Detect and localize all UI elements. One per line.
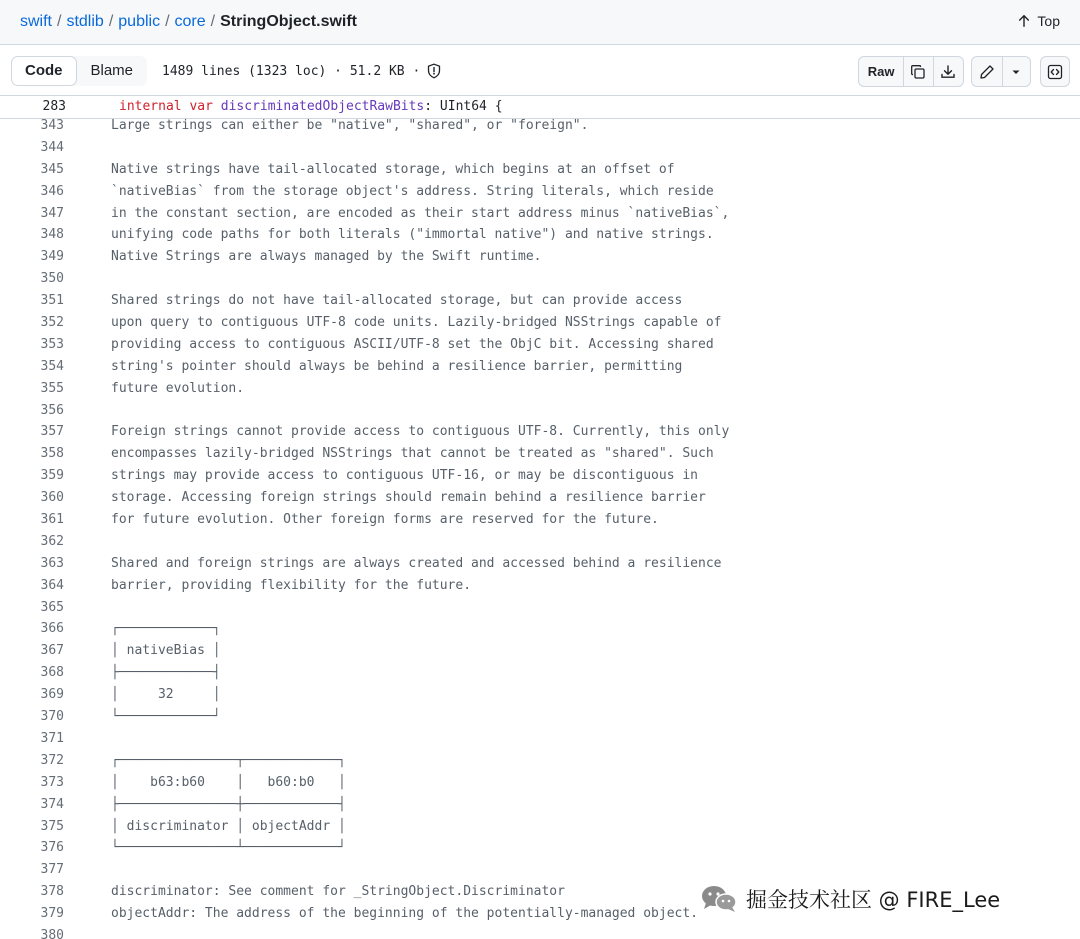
keyword: internal [119,99,182,114]
code-line [0,531,1080,553]
breadcrumb-item-swift[interactable]: swift [20,13,52,30]
code-line [0,115,1080,137]
code-line-content: barrier, providing flexibility for the future. [111,577,472,593]
code-view [0,115,1080,939]
copy-icon [910,64,926,80]
code-line [0,509,1080,531]
code-line [0,421,1080,443]
line-number[interactable]: 363 [40,555,64,571]
top-button-label: Top [1037,13,1060,29]
code-line [0,750,1080,772]
line-number[interactable]: 360 [40,490,64,506]
code-line-content: Foreign strings cannot provide access to contiguous UTF-8. Currently, this only [111,424,730,440]
caret-down-icon [1008,64,1024,80]
code-line-content: │ discriminator │ objectAddr │ [111,818,346,834]
code-line-content: │ b63:b60 │ b60:b0 │ [111,774,346,790]
edit-actions-group [971,56,1031,87]
code-line-content: for future evolution. Other foreign forms are reserved for the future. [111,512,659,528]
code-line [0,378,1080,400]
code-line-content: │ nativeBias │ [111,643,221,659]
download-button[interactable] [934,57,963,86]
top-button[interactable] [1017,13,1060,29]
code-line [0,925,1080,939]
line-number[interactable]: 353 [40,336,64,352]
line-number[interactable]: 373 [40,774,64,790]
code-line [0,684,1080,706]
line-number[interactable]: 356 [40,402,64,418]
code-line [0,356,1080,378]
code-line [0,706,1080,728]
code-line-content: storage. Accessing foreign strings should remain behind a resilience barrier [111,490,706,506]
line-number[interactable]: 369 [40,687,64,703]
code-line-content: Native Strings are always managed by the Swift runtime. [111,249,542,265]
code-line [0,837,1080,859]
line-number[interactable]: 354 [40,358,64,374]
code-line [0,400,1080,422]
line-number[interactable]: 376 [40,840,64,856]
code-line [0,312,1080,334]
breadcrumb-separator: / [108,13,114,30]
line-number[interactable]: 346 [40,183,64,199]
type-annotation: : UInt64 { [424,99,503,114]
code-line-content: upon query to contiguous UTF-8 code units. Lazily-bridged NSStrings capable of [111,315,722,331]
line-number[interactable]: 378 [40,884,64,900]
code-line-content: in the constant section, are encoded as their start address minus `nativeBias`, [111,205,730,221]
more-edit-options-button[interactable] [1003,57,1030,86]
line-number[interactable]: 358 [40,446,64,462]
raw-actions-group [858,56,964,87]
edit-button[interactable] [972,57,1003,86]
line-number[interactable]: 359 [40,468,64,484]
code-line-content: future evolution. [111,380,245,396]
line-number[interactable]: 355 [40,380,64,396]
code-line-content: discriminator: See comment for _StringObject.Discriminator [111,884,565,900]
code-line [0,575,1080,597]
code-line [0,618,1080,640]
line-number[interactable]: 343 [40,118,64,133]
line-number[interactable]: 357 [40,424,64,440]
code-line-content: Native strings have tail-allocated storage, which begins at an offset of [111,161,675,177]
code-line [0,246,1080,268]
code-tab[interactable]: Code [11,56,77,86]
wechat-icon [700,884,738,914]
breadcrumb [0,0,1080,45]
line-number[interactable]: 283 [42,99,66,114]
code-line [0,334,1080,356]
blame-tab[interactable]: Blame [90,62,134,79]
code-line [0,553,1080,575]
watermark-text: 掘金技术社区 @ FIRE_Lee [746,888,1001,912]
line-number[interactable]: 349 [40,249,64,265]
keyword: var [189,99,213,114]
line-number[interactable]: 348 [40,227,64,243]
line-number[interactable]: 380 [40,927,64,939]
raw-button[interactable]: Raw [859,57,904,86]
code-line-content: Shared and foreign strings are always created and accessed behind a resilience [111,555,722,571]
file-info [162,63,442,79]
line-number[interactable]: 361 [40,512,64,528]
pencil-icon [979,64,995,80]
code-line-content: string's pointer should always be behind a resilience barrier, permitting [111,358,683,374]
line-number[interactable]: 366 [40,621,64,637]
watermark [700,878,1072,920]
code-line-content: ┌────────────┐ [111,621,221,637]
code-line-content: └────────────┘ [111,709,221,725]
code-line [0,181,1080,203]
breadcrumb-separator: / [57,13,62,30]
file-stats: 1489 lines (1323 loc) · 51.2 KB · [162,63,421,79]
line-number[interactable]: 364 [40,577,64,593]
identifier: discriminatedObjectRawBits [220,99,425,114]
view-mode-toggle [11,56,147,86]
line-number[interactable]: 365 [40,599,64,615]
line-number[interactable]: 350 [40,271,64,287]
code-line [0,728,1080,750]
line-number[interactable]: 345 [40,161,64,177]
line-number[interactable]: 351 [40,293,64,309]
code-line [0,662,1080,684]
breadcrumb-item-core[interactable]: core [174,13,206,30]
line-number[interactable]: 371 [40,730,64,746]
line-number[interactable]: 362 [40,533,64,549]
download-icon [940,64,956,80]
code-line-content: objectAddr: The address of the beginning of the potentially-managed object. [111,906,698,922]
code-line [0,159,1080,181]
code-line [0,640,1080,662]
line-number[interactable]: 352 [40,315,64,331]
code-line-content: `nativeBias` from the storage object's address. String literals, which reside [111,183,714,199]
code-line-content: ├────────────┤ [111,665,221,681]
shield-icon[interactable] [426,63,442,79]
code-line-content: Large strings can either be "native", "shared", or "foreign". [111,118,589,133]
code-line [0,268,1080,290]
code-line [0,443,1080,465]
code-line-content: strings may provide access to contiguous UTF-16, or may be discontiguous in [111,468,698,484]
symbols-panel-button[interactable] [1040,56,1070,87]
line-number[interactable]: 374 [40,796,64,812]
arrow-up-icon [1017,14,1031,28]
code-line-content: ├───────────────┼────────────┤ [111,796,346,812]
code-line [0,772,1080,794]
code-line-content: providing access to contiguous ASCII/UTF-8 set the ObjC bit. Accessing shared [111,336,714,352]
code-square-icon [1047,64,1063,80]
code-line [0,465,1080,487]
code-line [0,137,1080,159]
line-number[interactable]: 368 [40,665,64,681]
code-line-content: └───────────────┴────────────┘ [111,840,346,856]
code-line [0,794,1080,816]
file-toolbar [0,46,1080,96]
code-line [0,290,1080,312]
code-line [0,487,1080,509]
code-line [0,816,1080,838]
code-line [0,224,1080,246]
code-line [0,203,1080,225]
line-number[interactable]: 377 [40,862,64,878]
code-line-content: Shared strings do not have tail-allocated storage, but can provide access [111,293,683,309]
breadcrumb-item-public[interactable]: public [118,13,161,30]
code-line-content [119,99,503,114]
line-number[interactable]: 347 [40,205,64,221]
code-line [0,597,1080,619]
copy-raw-button[interactable] [904,57,933,86]
line-number[interactable]: 344 [40,139,64,155]
line-number[interactable]: 370 [40,709,64,725]
code-line-content: │ 32 │ [111,687,221,703]
breadcrumb-separator: / [210,13,216,30]
line-number[interactable]: 372 [40,752,64,768]
breadcrumb-file-name: StringObject.swift [220,13,358,30]
breadcrumb-item-stdlib[interactable]: stdlib [66,13,104,30]
breadcrumb-separator: / [165,13,170,30]
code-line-content: ┌───────────────┬────────────┐ [111,752,346,768]
line-number[interactable]: 375 [40,818,64,834]
line-number[interactable]: 367 [40,643,64,659]
code-line-content: unifying code paths for both literals ("immortal native") and native strings. [111,227,714,243]
line-number[interactable]: 379 [40,906,64,922]
code-line-content: encompasses lazily-bridged NSStrings that cannot be treated as "shared". Such [111,446,714,462]
